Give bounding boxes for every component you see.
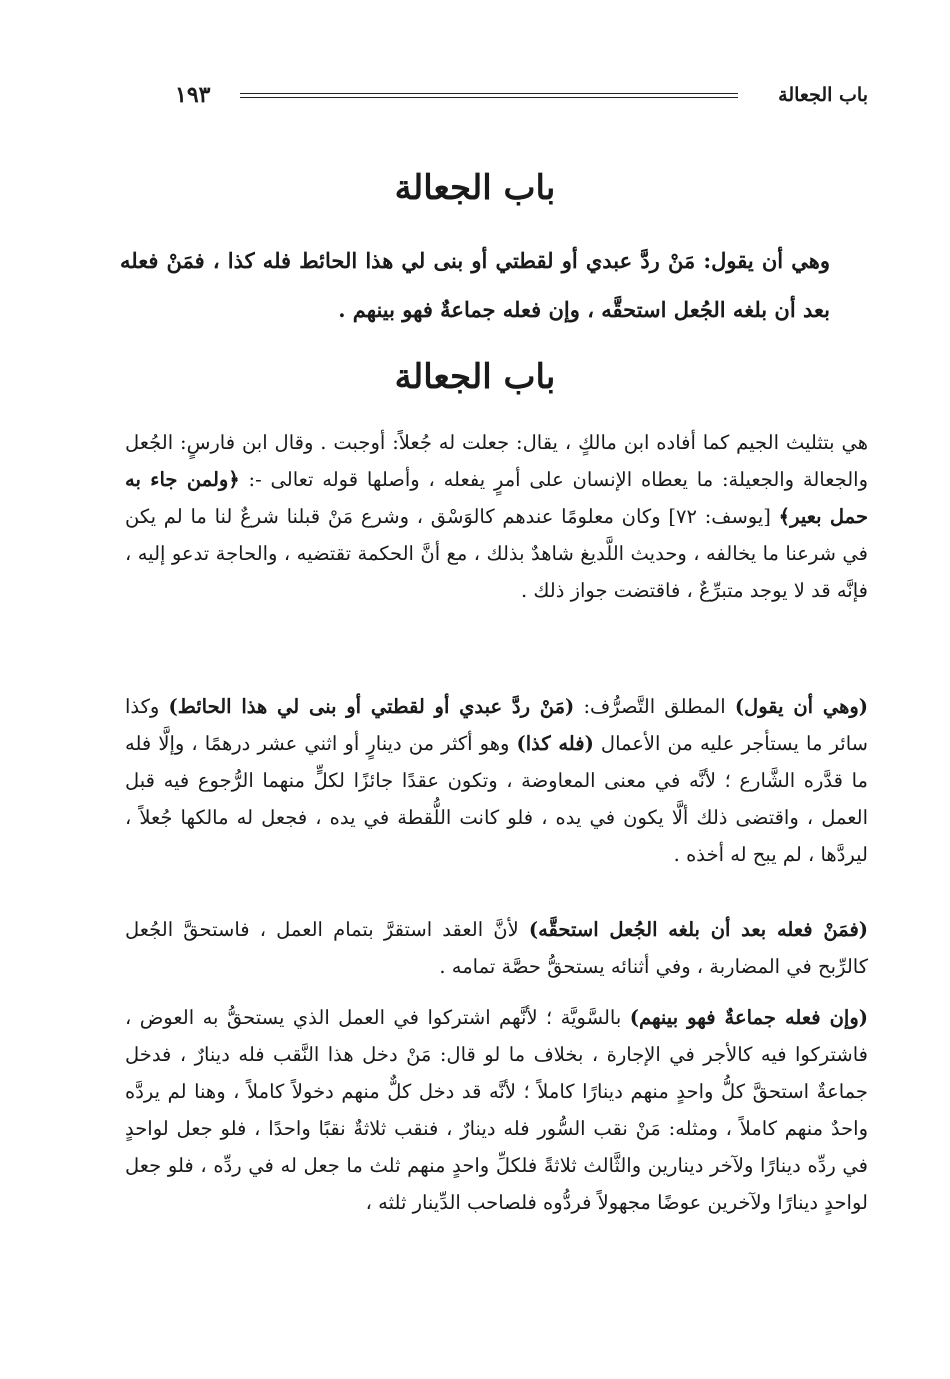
lemma: (فمَنْ فعله بعد أن بلغه الجُعل استحقَّه)	[528, 918, 868, 941]
commentary-text: هي بتثليث الجيم كما أفاده ابن مالكٍ ، يقال: جعلت له جُعلاً: أوجبت . وقال ابن فارسٍ: الجُعل والجعالة والجعيلة: ما يعطاه الإنسان على أمرٍ يفعله ، وأصلها قوله تعالى -:	[125, 431, 869, 491]
commentary-text: وهو أكثر من دينارٍ أو اثني عشر درهمًا ، وإلَّا فله ما قدَّره الشَّارع ؛ لأنَّه في معنى المعاوضة ، وتكون عقدًا جائزًا لكلٍّ منهما الرُّجوع فيه قبل العمل ، واقتضى ذلك ألَّا يكون في يده ، فلو كانت اللُّقطة في يده ، فجعل له مالكها جُعلاً ، ليردَّها ، لم يبح له أخذه .	[125, 732, 868, 866]
commentary-title: باب الجعالة	[394, 357, 556, 397]
commentary-paragraph-3	[125, 911, 868, 985]
commentary-text: لأنَّ العقد استقرَّ بتمام العمل ، فاستحقَّ الجُعل كالرِّبح في المضاربة ، وفي أثنائه يستحقُّ حصَّة تمامه .	[125, 918, 868, 978]
lemma: (وإن فعله جماعةٌ فهو بينهم)	[629, 1006, 868, 1029]
lemma: (مَنْ ردَّ عبدي أو لقطتي أو بنى لي هذا الحائط)	[168, 695, 575, 718]
running-header	[175, 78, 868, 112]
commentary-paragraph-2	[125, 688, 868, 873]
commentary-text: وكذا سائر ما يستأجر عليه من الأعمال	[125, 695, 868, 755]
commentary-text: [يوسف: ٧٢] وكان معلومًا عندهم كالوَسْق ، وشرع مَنْ قبلنا شرعٌ لنا ما لم يكن في شرعنا ما يخالفه ، وحديث اللَّديغ شاهدٌ بذلك ، مع أنَّ الحكمة تقتضيه ، والحاجة تدعو إليه ، فإنَّه قد لا يوجد متبرِّعٌ ، فاقتضت جواز ذلك .	[125, 505, 868, 602]
header-rule	[240, 93, 738, 98]
running-title: باب الجعالة	[778, 84, 868, 106]
section-title: باب الجعالة	[394, 168, 556, 208]
matn-text: وهي أن يقول: مَنْ ردَّ عبدي أو لقطتي أو بنى لي هذا الحائط فله كذا ، فمَنْ فعله بعد أن بلغه الجُعل استحقَّه ، وإن فعله جماعةٌ فهو بينهم .	[120, 248, 830, 322]
lemma: (وهي أن يقول)	[734, 695, 868, 718]
commentary-paragraph-4	[125, 999, 868, 1221]
commentary-text: المطلق التَّصرُّف:	[574, 695, 735, 718]
quran-quote: ﴿ولمن جاء به حمل بعير﴾	[125, 468, 868, 528]
lemma: (فله كذا)	[516, 732, 594, 755]
page-number: ١٩٣	[175, 82, 211, 108]
commentary-text: بالسَّويَّة ؛ لأنَّهم اشتركوا في العمل الذي يستحقُّ به العوض ، فاشتركوا فيه كالأجر في الإجارة ، بخلاف ما لو قال: مَنْ دخل هذا النَّقب فله دينارٌ ، فدخل جماعةٌ استحقَّ كلُّ واحدٍ منهم دينارًا كاملاً ؛ لأنَّه قد دخل كلٌّ منهم دخولاً كاملاً ، وهنا لم يردَّه واحدٌ منهم كاملاً ، ومثله: مَنْ نقب السُّور فله دينارٌ ، فنقب ثلاثةٌ نقبًا واحدًا ، فلو جعل لواحدٍ في ردِّه دينارًا ولآخر دينارين والثَّالث ثلاثةً فلكلِّ واحدٍ منهم ثلث ما جعل له في ردِّه ، فلو جعل لواحدٍ دينارًا ولآخرين عوضًا مجهولاً فردُّوه فلصاحب الدِّينار ثلثه ،	[125, 1006, 868, 1214]
commentary-paragraph-1	[125, 424, 868, 609]
